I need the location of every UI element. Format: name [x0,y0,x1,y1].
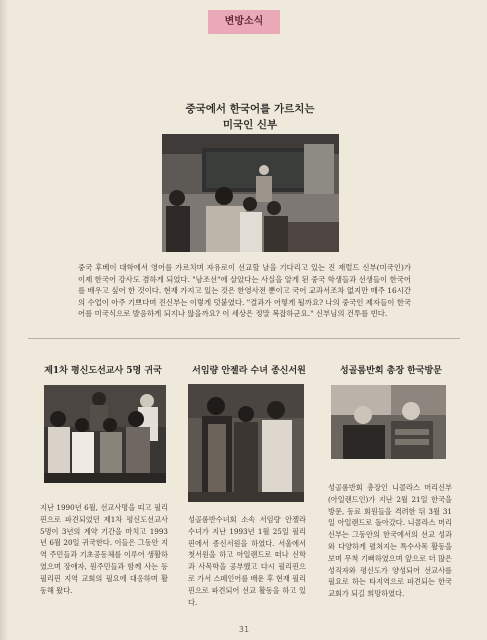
feature-body: 중국 후베이 대학에서 영어를 가르치며 자유로이 선교할 날을 기다리고 있는 진 재럴드 신부(미국인)가 이제 한국어 강사도 겸하게 되었다. "남조선"에 살았다는 사실을 알게 된 중국 학생들과 선생들이 한국어를 배우고 싶어 한 것이다. 현재 가지고 있는 것은 한영사전 뿐이고 국어 교과서조차 없지만 매주 16시간의 수업이 아주 기쁘다며 진신부는 이렇게 덧붙였다. "결과가 어떻게 될까요? 나의 중국인 제자들이 한국어를 미국식으로 발음하게 되지나 않을까요? 이 세상은 정말 복잡하군요." 신부님의 건투를 빈다. [78,263,411,319]
column-3-body: 성골롬반회 총장인 니콜라스 머리신부(아일랜드인)가 지난 2월 21일 한국을 방문, 동료 회원들을 격려한 뒤 3월 31일 아일랜드로 돌아갔다. 니콜라스 머리 신부는 그동안의 한국에서의 선교 성과와 다양하게 펼쳐지는 특수사목 활동을 보며 무척 기뻐하였으며 앞으로 더 많은 성직자와 평신도가 양성되어 선교사를 필요로 하는 타지역으로 파견되는 한국교회가 되길 희망하였다. [328,483,452,599]
page-number: 31 [238,625,250,634]
feature-title [140,101,360,133]
superior-general-photo [331,385,446,459]
section-label: 변방소식 [208,10,280,34]
feature-title-line-1: 중국에서 한국어를 가르치는 [185,103,315,115]
classroom-photo [162,134,339,252]
feature-title-line-2: 미국인 신부 [222,119,278,131]
column-2-title: 서임량 안젤라 수녀 종신서원 [192,366,306,376]
vows-ceremony-photo [188,384,304,502]
page-spine-shadow [0,0,8,640]
column-3-title: 성골롬반회 총장 한국방문 [340,366,442,376]
column-1-body: 지난 1990년 6월, 선교사명을 띠고 필리핀으로 파견되었던 제1차 평신도선교사 5명이 3년의 계약 기간을 마치고 1993년 6월 20일 귀국한다. 이들은 그동안 지역 주민들과 기초공동체를 이루어 생활하였으며 장애자, 원주민들과 함께 사는 등 필리핀 지역 교회의 필요에 대응하며 활동해 왔다. [40,503,168,595]
column-2-body: 성골롬반수녀회 소속 서임량 안젤라 수녀가 지난 1993년 1월 25일 필리핀에서 종신서원을 하였다. 서울에서 첫서원을 하고 아일랜드로 떠나 신학과 사목학을 공부했고 다시 필리핀으로 가서 스페인어를 배운 후 현재 필리핀으로 파견되어 선교 활동을 하고 있다. [188,515,306,607]
section-divider [28,338,460,339]
missionaries-group-photo [44,385,166,483]
column-1-title: 제1차 평신도선교사 5명 귀국 [44,366,162,376]
